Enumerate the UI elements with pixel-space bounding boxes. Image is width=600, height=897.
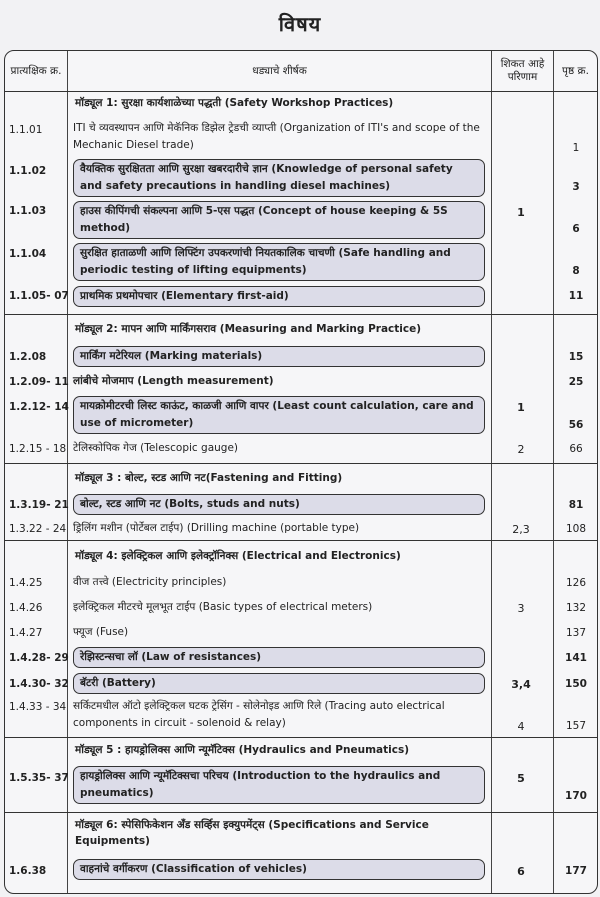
header-practical-no: प्रात्यक्षिक क्र. bbox=[10, 64, 62, 77]
learning-outcome: 2,3 bbox=[512, 523, 530, 536]
lesson-title: वैयक्तिक सुरक्षितता आणि सुरक्षा खबरदारीचे ज्ञान (Knowledge of personal safety and safety precautions in handling diesel machines) bbox=[73, 159, 485, 197]
page-number: 170 bbox=[565, 790, 587, 802]
practical-number: 1.2.12- 14 bbox=[9, 401, 69, 413]
module-3-section bbox=[5, 464, 597, 541]
learning-outcome: 5 bbox=[517, 772, 525, 785]
module-4-section bbox=[5, 541, 597, 738]
module-title: मॉड्यूल 2: मापन आणि मार्किंगसराव (Measuring and Marking Practice) bbox=[75, 323, 422, 335]
module-title: मॉड्यूल 5 : हायड्रोलिक्स आणि न्यूमॅटिक्स (Hydraulics and Pneumatics) bbox=[75, 744, 409, 756]
learning-outcome: 1 bbox=[517, 206, 525, 219]
lesson-title: बोल्ट, स्टड आणि नट (Bolts, studs and nuts) bbox=[73, 494, 485, 515]
learning-outcome: 4 bbox=[517, 720, 525, 733]
learning-outcome: 6 bbox=[517, 865, 525, 878]
practical-number: 1.5.35- 37 bbox=[9, 772, 69, 784]
lesson-title: वाहनांचे वर्गीकरण (Classification of vehicles) bbox=[73, 859, 485, 880]
lesson-title: फ्यूज (Fuse) bbox=[73, 626, 129, 638]
page-number: 66 bbox=[569, 443, 583, 455]
learning-outcome: 3 bbox=[517, 602, 525, 615]
practical-number: 1.2.09- 11 bbox=[9, 376, 69, 388]
page-number: 15 bbox=[568, 351, 584, 363]
header-page-no: पृष्ठ क्र. bbox=[562, 64, 589, 77]
lesson-title: मायक्रोमीटरची लिस्ट काऊंट, काळजी आणि वापर (Least count calculation, care and use of micrometer) bbox=[73, 396, 485, 434]
page-number: 25 bbox=[568, 376, 584, 388]
learning-outcome: 3,4 bbox=[511, 678, 531, 691]
practical-number: 1.4.30- 32 bbox=[9, 678, 69, 690]
header-lesson-title: धड्याचे शीर्षक bbox=[252, 64, 307, 77]
page-number: 6 bbox=[572, 223, 580, 235]
practical-number: 1.3.19- 21 bbox=[9, 499, 69, 511]
lesson-title: सुरक्षित हाताळणी आणि लिफ्टिंग उपकरणांची नियतकालिक चाचणी (Safe handling and periodic testing of lifting equipments) bbox=[73, 243, 485, 281]
module-title: मॉड्यूल 1: सुरक्षा कार्यशाळेच्या पद्धती (Safety Workshop Practices) bbox=[75, 97, 394, 109]
page-number: 137 bbox=[565, 627, 587, 639]
page-number: 108 bbox=[565, 523, 587, 535]
page-number: 177 bbox=[565, 865, 587, 877]
lesson-title: इलेक्ट्रिकल मीटरचे मूलभूत टाईप (Basic types of electrical meters) bbox=[73, 601, 373, 613]
practical-number: 1.2.08 bbox=[9, 351, 47, 363]
practical-number: 1.1.04 bbox=[9, 248, 47, 260]
learning-outcome: 1 bbox=[517, 401, 525, 414]
lesson-title: ड्रिलिंग मशीन (पोर्टेबल टाईप) (Drilling machine (portable type) bbox=[73, 522, 360, 534]
practical-number: 1.4.27 bbox=[9, 627, 43, 639]
page-number: 8 bbox=[572, 265, 580, 277]
lesson-title: मार्किंग मटेरियल (Marking materials) bbox=[73, 346, 485, 367]
lesson-title: प्राथमिक प्रथमोपचार (Elementary first-aid) bbox=[73, 286, 485, 307]
page-number: 81 bbox=[568, 499, 584, 511]
module-title: मॉड्यूल 6: स्पेसिफिकेशन अँड सर्व्हिस इक्युपमेंट्स (Specifications and Service Equipments) bbox=[75, 819, 429, 847]
header-learning-outcome: शिकत आहे परिणाम bbox=[500, 58, 545, 83]
page-number: 157 bbox=[565, 720, 587, 732]
learning-outcome: 2 bbox=[517, 443, 525, 456]
practical-number: 1.1.05- 07 bbox=[9, 290, 69, 302]
page-number: 3 bbox=[572, 181, 580, 193]
lesson-title: हायड्रोलिक्स आणि न्यूमॅटिक्सचा परिचय (Introduction to the hydraulics and pneumatics) bbox=[73, 766, 485, 804]
practical-number: 1.4.28- 29 bbox=[9, 652, 69, 664]
practical-number: 1.3.22 - 24 bbox=[9, 523, 67, 535]
page-number: 141 bbox=[565, 652, 587, 664]
toc-table bbox=[4, 50, 598, 894]
lesson-title: बॅटरी (Battery) bbox=[73, 673, 485, 694]
page-number: 126 bbox=[565, 577, 587, 589]
page-number: 132 bbox=[565, 602, 587, 614]
lesson-title: रेझिस्टन्सचा लॉ (Law of resistances) bbox=[73, 647, 485, 668]
practical-number: 1.4.33 - 34 bbox=[9, 701, 67, 713]
practical-number: 1.2.15 - 18 bbox=[9, 443, 67, 455]
page-number: 56 bbox=[568, 419, 584, 431]
module-2-section bbox=[5, 315, 597, 464]
lesson-title: वीज तत्त्वे (Electricity principles) bbox=[73, 576, 227, 588]
module-5-section bbox=[5, 738, 597, 813]
page-number: 150 bbox=[565, 678, 587, 690]
page-title: विषय bbox=[278, 12, 322, 36]
lesson-title: हाउस कीपिंगची संकल्पना आणि 5-एस पद्धत (Concept of house keeping & 5S method) bbox=[73, 201, 485, 239]
practical-number: 1.4.26 bbox=[9, 602, 43, 614]
practical-number: 1.6.38 bbox=[9, 865, 47, 877]
lesson-title: टेलिस्कोपिक गेज (Telescopic gauge) bbox=[73, 442, 239, 454]
lesson-title: सर्किटमधील ऑटो इलेक्ट्रिकल घटक ट्रेसिंग - सोलेनोइड आणि रिले (Tracing auto electrical components in circuit - solenoid & relay) bbox=[73, 700, 445, 729]
lesson-title: लांबीचे मोजमाप (Length measurement) bbox=[73, 375, 274, 387]
practical-number: 1.1.01 bbox=[9, 124, 43, 136]
lesson-title: ITI चे व्यवस्थापन आणि मेकॅनिक डिझेल ट्रेडची व्याप्ती (Organization of ITI's and scope of the Mechanic Diesel trade) bbox=[73, 122, 480, 151]
practical-number: 1.1.02 bbox=[9, 165, 47, 177]
module-1-section bbox=[5, 91, 597, 315]
page-number: 11 bbox=[568, 290, 584, 302]
table-header bbox=[5, 51, 597, 92]
practical-number: 1.1.03 bbox=[9, 205, 47, 217]
module-title: मॉड्यूल 4: इलेक्ट्रिकल आणि इलेक्ट्रॉनिक्स (Electrical and Electronics) bbox=[75, 550, 401, 562]
page-number: 1 bbox=[572, 142, 580, 154]
practical-number: 1.4.25 bbox=[9, 577, 43, 589]
module-title: मॉड्यूल 3 : बोल्ट, स्टड आणि नट(Fastening and Fitting) bbox=[75, 472, 343, 484]
module-6-section bbox=[5, 813, 597, 893]
